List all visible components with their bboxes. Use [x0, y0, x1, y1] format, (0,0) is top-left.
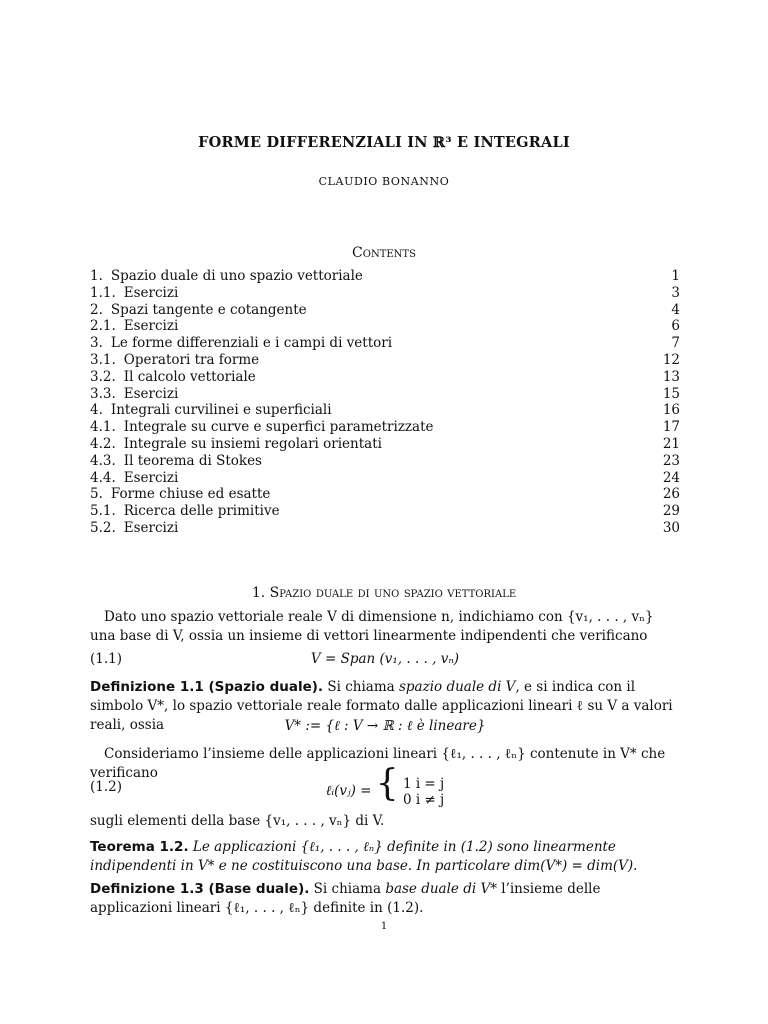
definition-label: Definizione 1.3 (Base duale). [90, 881, 310, 897]
toc-entry-title [90, 453, 262, 470]
toc-entry-label: Il teorema di Stokes [123, 452, 262, 469]
toc-entry[interactable] [90, 486, 680, 503]
toc-entry-page: 23 [662, 452, 680, 469]
section-heading: 1. Spazio duale di uno spazio vettoriale [251, 585, 517, 601]
toc-entry-title [90, 402, 332, 419]
toc-entry-label: Esercizi [123, 519, 179, 536]
toc-entry[interactable] [90, 419, 680, 436]
toc-entry-label: Esercizi [123, 318, 179, 335]
toc-entry-page: 30 [662, 519, 680, 536]
toc-entry-title [90, 470, 178, 487]
toc-entry-label: Integrale su curve e superfici parametrizzate [123, 419, 434, 436]
toc-entry-label: Operatori tra forme [123, 351, 260, 368]
equation-number-1-2: (1.2) [90, 779, 123, 795]
toc-entry-title [90, 520, 178, 537]
toc-entry-label: Esercizi [123, 469, 179, 486]
toc-entry-title [90, 419, 434, 436]
toc-entry-number: 5.2. [90, 519, 116, 536]
toc-entry-title [90, 503, 280, 520]
toc-entry-label: Esercizi [123, 385, 179, 402]
intro-paragraph: Dato uno spazio vettoriale reale V di dimensione n, indichiamo con {v₁, . . . , vₙ} una base di V, ossia un insieme di vettori linearmente indipendenti che verificano [90, 609, 654, 644]
toc-entry-page: 26 [662, 486, 680, 503]
toc-entry[interactable] [90, 352, 680, 369]
contents-heading: Contents [352, 245, 416, 261]
paper-title: FORME DIFFERENZIALI IN ℝ³ E INTEGRALI [198, 134, 570, 151]
toc-entry-number: 5.1. [90, 503, 116, 520]
toc-entry-page: 15 [662, 385, 680, 402]
toc-entry-title [90, 268, 363, 285]
toc-entry[interactable] [90, 503, 680, 520]
toc-entry-label: Forme chiuse ed esatte [110, 486, 271, 503]
author-name: CLAUDIO BONANNO [318, 175, 450, 188]
toc-entry-label: Spazi tangente e cotangente [110, 301, 307, 318]
toc-entry-title [90, 335, 392, 352]
equation-1-1: V = Span (v₁, . . . , vₙ) [310, 651, 460, 667]
consider-paragraph: Consideriamo l’insieme delle applicazioni lineari {ℓ₁, . . . , ℓₙ} contenute in V* che verificano [90, 746, 666, 781]
toc-entry[interactable] [90, 520, 680, 537]
toc-entry-page: 17 [662, 419, 680, 436]
toc-entry[interactable] [90, 436, 680, 453]
toc-entry-page: 21 [662, 435, 680, 452]
toc-entry-title [90, 436, 382, 453]
toc-entry-number: 5. [90, 486, 103, 503]
definition-text: l’insieme delle applicazioni lineari {ℓ₁, . . . , ℓₙ} definite in (1.2). [90, 881, 601, 916]
toc-entry[interactable] [90, 453, 680, 470]
toc-entry-number: 4. [90, 402, 103, 419]
toc-entry[interactable] [90, 386, 680, 403]
definition-text: , e si indica con il simbolo V*, lo spazio vettoriale reale formato dalle applicazioni lineari ℓ su V a valori reali, ossia [90, 679, 673, 733]
toc-entry-label: Esercizi [123, 284, 179, 301]
definition-1-3 [90, 880, 680, 918]
toc-entry-number: 4.4. [90, 469, 116, 486]
equation-lhs: ℓᵢ(vⱼ) = [325, 783, 372, 799]
toc-entry-label: Il calcolo vettoriale [123, 368, 256, 385]
after-equation-text: sugli elementi della base {v₁, . . . , vₙ} di V. [90, 813, 385, 829]
toc-entry-number: 3.2. [90, 368, 116, 385]
toc-entry-title [90, 318, 178, 335]
toc-entry-label: Spazio duale di uno spazio vettoriale [110, 268, 363, 284]
definition-text: Si chiama [313, 881, 382, 897]
toc-entry-title [90, 369, 256, 386]
toc-entry[interactable] [90, 470, 680, 487]
toc-entry[interactable] [90, 302, 680, 319]
toc-entry-number: 4.1. [90, 419, 116, 436]
equation-dual-space: V* := {ℓ : V → ℝ : ℓ è lineare} [284, 718, 486, 734]
definition-term: base duale di V* [385, 881, 497, 897]
toc-entry-page: 7 [671, 335, 680, 352]
toc-entry-number: 2.1. [90, 318, 116, 335]
toc-entry-label: Le forme differenziali e i campi di vettori [110, 335, 393, 352]
toc-entry-title [90, 285, 178, 302]
toc-entry-number: 1. [90, 268, 103, 284]
toc-entry[interactable] [90, 285, 680, 302]
toc-entry-number: 2. [90, 301, 103, 318]
toc-entry-page: 1 [671, 268, 680, 284]
toc-entry-label: Integrali curvilinei e superficiali [110, 402, 332, 419]
toc-entry-page: 24 [662, 469, 680, 486]
toc-entry-page: 4 [671, 301, 680, 318]
theorem-1-2 [90, 838, 680, 876]
brace-symbol: { [375, 763, 399, 804]
toc-entry[interactable] [90, 318, 680, 335]
theorem-label: Teorema 1.2. [90, 839, 189, 855]
case-row: 1 i = j [402, 775, 445, 792]
toc-entry-title [90, 302, 307, 319]
toc-entry-page: 16 [662, 402, 680, 419]
toc-entry-label: Ricerca delle primitive [123, 503, 280, 520]
equation-number-1-1: (1.1) [90, 651, 123, 667]
case-row: 0 i ≠ j [402, 791, 445, 808]
toc-entry-number: 3.3. [90, 385, 116, 402]
toc-entry-page: 3 [671, 284, 680, 301]
toc-entry-number: 3. [90, 335, 103, 352]
definition-text: Si chiama [327, 679, 395, 695]
toc-entry-number: 4.2. [90, 435, 116, 452]
toc-entry-page: 29 [662, 503, 680, 520]
toc-entry-label: Integrale su insiemi regolari orientati [123, 435, 382, 452]
theorem-text: Le applicazioni {ℓ₁, . . . , ℓₙ} definite in (1.2) sono linearmente indipendenti in V* e ne costituiscono una base. In particolare dim(V*) = dim(V). [90, 839, 638, 874]
page-number: 1 [380, 921, 388, 932]
toc-entry-number: 3.1. [90, 351, 116, 368]
toc-entry[interactable] [90, 268, 680, 285]
toc-entry-title [90, 386, 178, 403]
toc-entry-title [90, 352, 259, 369]
toc-entry-page: 6 [671, 318, 680, 335]
toc-entry[interactable] [90, 369, 680, 386]
toc-entry[interactable] [90, 402, 680, 419]
toc-entry-number: 1.1. [90, 284, 116, 301]
toc-entry[interactable] [90, 335, 680, 352]
toc-entry-number: 4.3. [90, 452, 116, 469]
toc-entry-page: 13 [662, 368, 680, 385]
equation-cases [403, 776, 444, 808]
definition-term: spazio duale di V [398, 679, 516, 695]
definition-label: Definizione 1.1 (Spazio duale). [90, 679, 324, 695]
toc-entry-page: 12 [662, 351, 680, 368]
toc-entry-title [90, 486, 270, 503]
table-of-contents [90, 268, 680, 537]
